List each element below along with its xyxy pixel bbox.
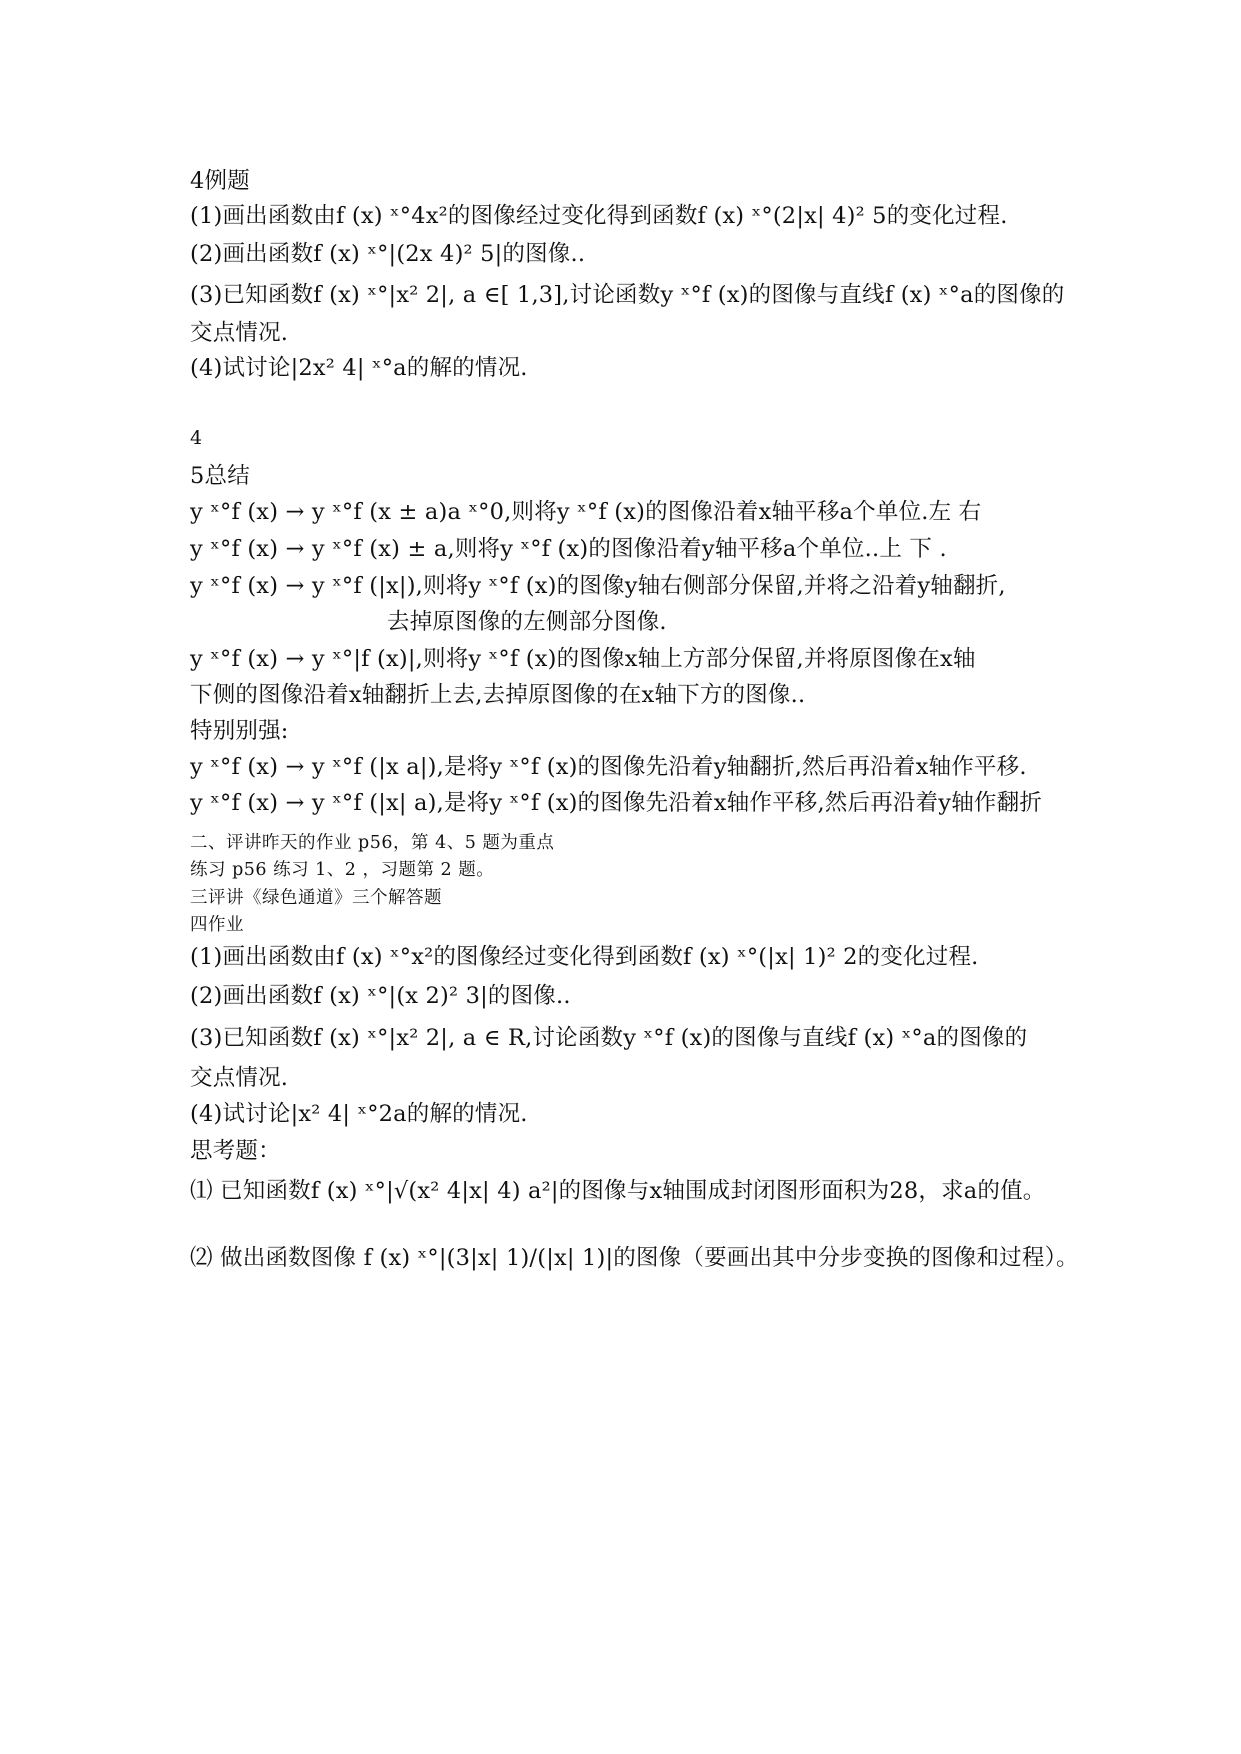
summary-line-6: y ˣ°f (x) → y ˣ°f (|x| a),是将y ˣ°f (x)的图像先沿着x轴作平移,然后再沿着y轴作翻折 [190, 790, 1043, 816]
summary-line-4-cont: 下侧的图像沿着x轴翻折上去,去掉原图像的在x轴下方的图像.. [190, 682, 806, 708]
summary-line-5: y ˣ°f (x) → y ˣ°f (|x a|),是将y ˣ°f (x)的图像先沿着y轴翻折,然后再沿着x轴作平移. [190, 754, 1027, 780]
summary-special-label: 特别别强: [190, 718, 289, 744]
summary-line-2: y ˣ°f (x) → y ˣ°f (x) ± a,则将y ˣ°f (x)的图像沿着y轴平移a个单位..上 下 . [190, 536, 947, 562]
example-item-4: (4)试讨论|2x² 4| ˣ°a的解的情况. [190, 355, 528, 381]
review-line-4: 四作业 [190, 915, 244, 935]
lone-number: 4 [190, 427, 203, 449]
review-line-2: 练习 p56 练习 1、2 ，习题第 2 题。 [190, 860, 495, 880]
review-line-3: 三评讲《绿色通道》三个解答题 [190, 888, 442, 908]
homework-item-3: (3)已知函数f (x) ˣ°|x² 2|, a ∈ R,讨论函数y ˣ°f (x)的图像与直线f (x) ˣ°a的图像的 [190, 1025, 1028, 1051]
homework-item-4: (4)试讨论|x² 4| ˣ°2a的解的情况. [190, 1101, 528, 1127]
summary-line-4: y ˣ°f (x) → y ˣ°|f (x)|,则将y ˣ°f (x)的图像x轴上方部分保留,并将原图像在x轴 [190, 646, 976, 672]
homework-item-2: (2)画出函数f (x) ˣ°|(x 2)² 3|的图像.. [190, 983, 571, 1009]
example-item-2: (2)画出函数f (x) ˣ°|(2x 4)² 5|的图像.. [190, 241, 586, 267]
example-item-3-cont: 交点情况. [190, 320, 289, 346]
summary-heading: 5总结 [190, 463, 250, 489]
review-line-1: 二、评讲昨天的作业 p56，第 4、5 题为重点 [190, 833, 555, 853]
thinking-question-1: ⑴ 已知函数f (x) ˣ°|√(x² 4|x| 4) a²|的图像与x轴围成封闭图形面积为28，求a的值。 [190, 1178, 1046, 1204]
thinking-heading: 思考题： [190, 1138, 281, 1164]
example-item-3: (3)已知函数f (x) ˣ°|x² 2|, a ∈[ 1,3],讨论函数y ˣ°f (x)的图像与直线f (x) ˣ°a的图像的 [190, 282, 1065, 308]
summary-line-3-cont: 去掉原图像的左侧部分图像. [387, 609, 667, 635]
summary-line-3: y ˣ°f (x) → y ˣ°f (|x|),则将y ˣ°f (x)的图像y轴右侧部分保留,并将之沿着y轴翻折, [190, 573, 1006, 599]
homework-item-3-cont: 交点情况. [190, 1065, 289, 1091]
example-heading: 4例题 [190, 168, 250, 194]
thinking-question-2: ⑵ 做出函数图像 f (x) ˣ°|(3|x| 1)/(|x| 1)|的图像（要画出其中分步变换的图像和过程）。 [190, 1245, 1079, 1271]
homework-item-1: (1)画出函数由f (x) ˣ°x²的图像经过变化得到函数f (x) ˣ°(|x| 1)² 2的变化过程. [190, 944, 979, 970]
example-item-1: (1)画出函数由f (x) ˣ°4x²的图像经过变化得到函数f (x) ˣ°(2|x| 4)² 5的变化过程. [190, 203, 1008, 229]
summary-line-1: y ˣ°f (x) → y ˣ°f (x ± a)a ˣ°0,则将y ˣ°f (x)的图像沿着x轴平移a个单位.左 右 [190, 499, 982, 525]
